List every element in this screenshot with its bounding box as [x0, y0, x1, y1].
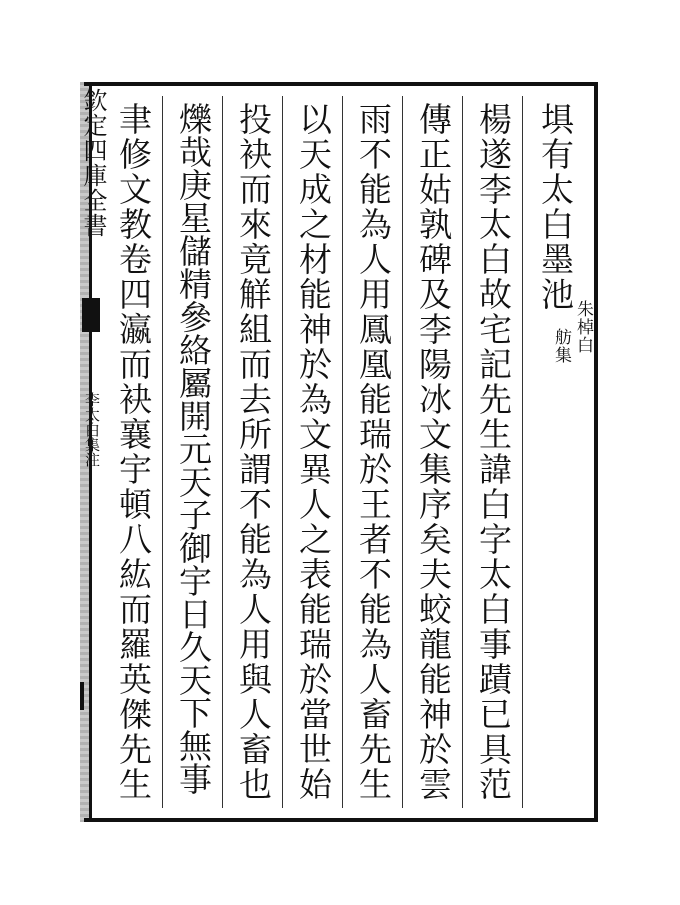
- column-rule: [522, 96, 523, 808]
- text-column-5: 投袂而來竟觧組而去所謂不能為人用與人畜也: [234, 102, 273, 802]
- author-credit-role: 舫集: [551, 328, 571, 364]
- spine-subtitle: 李太白集注: [83, 392, 101, 467]
- fishtail-mark: [82, 298, 100, 332]
- column-rule: [462, 96, 463, 808]
- spine-title: 欽定四庫全書: [79, 88, 107, 238]
- article-title: 埧有太白墨池: [536, 102, 575, 312]
- column-rule: [162, 96, 163, 808]
- column-rule: [402, 96, 403, 808]
- text-column-3: 雨不能為人用鳳凰能瑞於王者不能為人畜先生: [354, 102, 393, 802]
- text-column-4: 以天成之材能神於為文異人之表能瑞於當世始: [294, 102, 333, 802]
- text-column-6: 爍哉庚星儲精參絡屬開元天子御宇日久天下無事: [174, 102, 213, 795]
- column-rule: [342, 96, 343, 808]
- column-rule: [222, 96, 223, 808]
- author-credit: 朱棹白: [573, 300, 593, 354]
- page-number-mark: [80, 682, 84, 710]
- text-column-1: 楊遂李太白故宅記先生諱白字太白事蹟已具范: [474, 102, 513, 802]
- text-column-7: 聿修文教卷四瀛而袂襄宇頓八紘而羅英傑先生: [114, 102, 153, 802]
- column-rule: [282, 96, 283, 808]
- text-column-2: 傳正姑孰碑及李陽冰文集序矣夫蛟龍能神於雲: [414, 102, 453, 802]
